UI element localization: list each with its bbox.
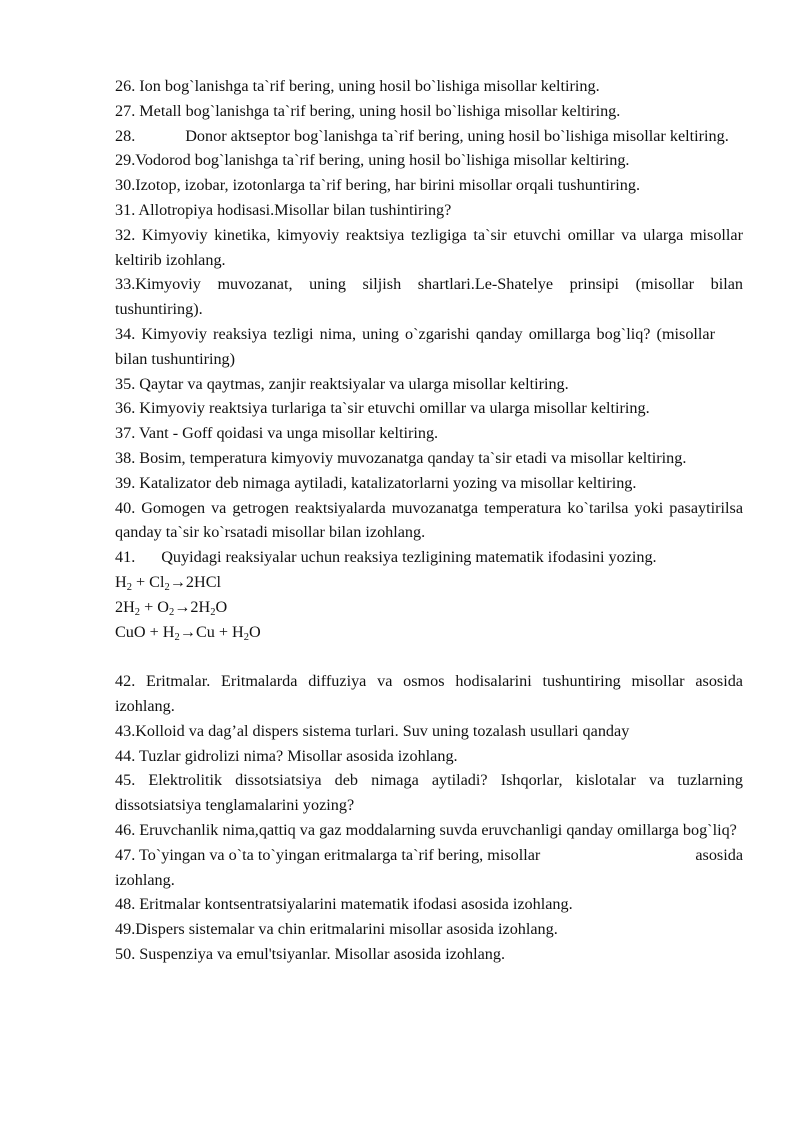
- question-38: 38. Bosim, temperatura kimyoviy muvozanatga qanday ta`sir etadi va misollar keltiring.: [115, 448, 687, 467]
- question-46: 46. Eruvchanlik nima,qattiq va gaz moddalarning suvda eruvchanligi qanday omillarga bog`liq?: [115, 820, 737, 839]
- question-40: 40. Gomogen va getrogen reaktsiyalarda muvozanatga temperatura ko`tarilsa yoki pasaytirilsa qanday ta`sir ko`rsatadi misollar bilan izohlang.: [115, 498, 743, 542]
- question-32: 32. Kimyoviy kinetika, kimyoviy reaktsiya tezligiga ta`sir etuvchi omillar va ularga misollar keltirib izohlang.: [115, 225, 743, 269]
- eq1-sub-b: 2: [164, 581, 170, 593]
- eq2-part-b: + O: [140, 597, 169, 616]
- eq2-part-a: 2H: [115, 597, 135, 616]
- eq3-sub-a: 2: [174, 631, 180, 643]
- question-47-continuation: izohlang.: [115, 870, 175, 889]
- equation-1: [115, 570, 743, 595]
- eq2-part-c: →2H: [174, 597, 211, 616]
- question-42: 42. Eritmalar. Eritmalarda diffuziya va osmos hodisalarini tushuntiring misollar asosida izohlang.: [115, 672, 743, 715]
- question-27: 27. Metall bog`lanishga ta`rif bering, uning hosil bo`lishiga misollar keltiring.: [115, 101, 621, 120]
- question-28-number: 28.: [115, 126, 136, 145]
- question-44: 44. Tuzlar gidrolizi nima? Misollar asosida izohlang.: [115, 746, 458, 765]
- question-28: [115, 124, 743, 149]
- question-30: 30.Izotop, izobar, izotonlarga ta`rif bering, har birini misollar orqali tushuntiring.: [115, 176, 641, 195]
- question-50: 50. Suspenziya va emul'tsiyanlar. Misollar asosida izohlang.: [115, 944, 505, 963]
- question-47-text: 47. To`yingan va o`ta to`yingan eritmalarga ta`rif bering, misollar: [115, 845, 541, 864]
- question-list: [115, 74, 743, 967]
- question-41-text: Quyidagi reaksiyalar uchun reaksiya tezligining matematik ifodasini yozing.: [161, 548, 657, 567]
- question-43: 43.Kolloid va dag’al dispers sistema turlari. Suv uning tozalash usullari qanday: [115, 721, 630, 740]
- question-34: 34. Kimyoviy reaksiya tezligi nima, uning o`zgarishi qanday omillarga bog`liq? (misollar bilan tushuntiring): [115, 324, 715, 368]
- eq1-part-a: H: [115, 572, 127, 591]
- question-47-text-end: asosida: [695, 845, 743, 864]
- question-41: [115, 545, 743, 570]
- question-41-number: 41.: [115, 548, 136, 567]
- question-45: 45. Elektrolitik dissotsiatsiya deb nimaga aytiladi? Ishqorlar, kislotalar va tuzlarning dissotsiatsiya tenglamalarini yozing?: [115, 771, 743, 815]
- eq3-sub-b: 2: [243, 631, 249, 643]
- question-33: 33.Kimyoviy muvozanat, uning siljish shartlari.Le-Shatelye prinsipi (misollar bilan tushuntiring).: [115, 275, 743, 319]
- eq2-sub-b: 2: [168, 606, 175, 618]
- question-39: 39. Katalizator deb nimaga aytiladi, katalizatorlarni yozing va misollar keltiring.: [115, 473, 637, 492]
- question-37: 37. Vant - Goff qoidasi va unga misollar keltiring.: [115, 424, 439, 443]
- eq2-sub-a: 2: [134, 606, 141, 618]
- eq3-part-c: O: [249, 622, 261, 641]
- question-36: 36. Kimyoviy reaktsiya turlariga ta`sir etuvchi omillar va ularga misollar keltiring.: [115, 399, 650, 418]
- eq3-part-b: →Cu + H: [179, 622, 244, 641]
- eq1-part-b: + Cl: [131, 572, 165, 591]
- blank-line: [115, 644, 743, 669]
- question-26: 26. Ion bog`lanishga ta`rif bering, uning hosil bo`lishiga misollar keltiring.: [115, 77, 600, 95]
- eq2-part-d: O: [215, 597, 228, 616]
- equation-2: [115, 595, 743, 620]
- eq3-part-a: CuO + H: [115, 622, 175, 641]
- question-31: 31. Allotropiya hodisasi.Misollar bilan tushintiring?: [115, 200, 452, 219]
- eq1-part-c: →2HCl: [169, 572, 222, 591]
- equation-3: [115, 620, 743, 645]
- question-35: 35. Qaytar va qaytmas, zanjir reaktsiyalar va ularga misollar keltiring.: [115, 374, 569, 393]
- eq2-sub-c: 2: [210, 606, 216, 618]
- question-47: [115, 843, 743, 868]
- question-29: 29.Vodorod bog`lanishga ta`rif bering, uning hosil bo`lishiga misollar keltiring.: [115, 151, 630, 170]
- question-48: 48. Eritmalar kontsentratsiyalarini matematik ifodasi asosida izohlang.: [115, 895, 573, 914]
- question-28-text: Donor aktseptor bog`lanishga ta`rif bering, uning hosil bo`lishiga misollar keltiring.: [185, 126, 729, 145]
- question-49: 49.Dispers sistemalar va chin eritmalarini misollar asosida izohlang.: [115, 920, 558, 939]
- eq1-sub-a: 2: [126, 581, 132, 593]
